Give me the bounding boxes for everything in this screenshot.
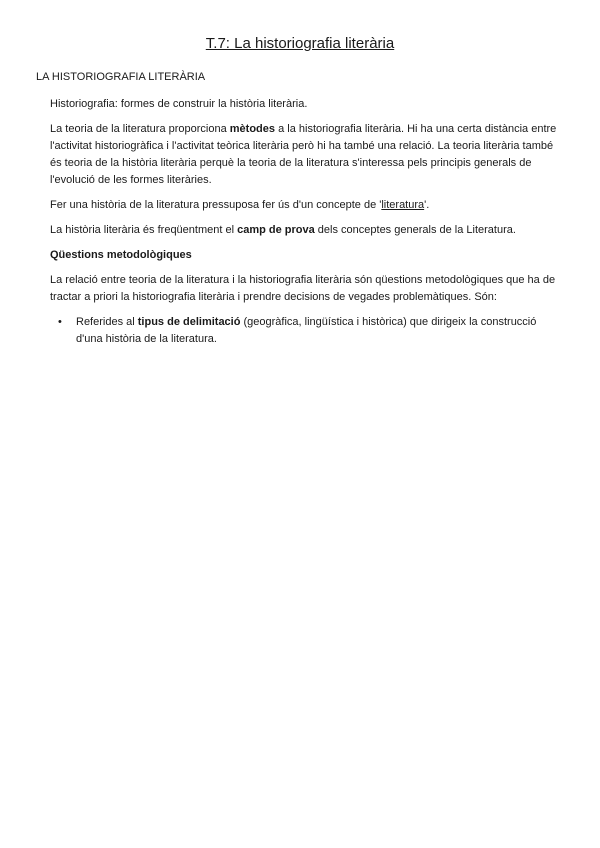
paragraph-relacio: La relació entre teoria de la literatura i la historiografia literària són qüestions metodològiques que ha de tractar a priori la historiografia literària i prendre decisions de vegades problemàtiques. Són: bbox=[50, 274, 556, 303]
bullet-text-1: Referides al bbox=[76, 316, 138, 328]
section-heading: LA HISTORIOGRAFIA LITERÀRIA bbox=[36, 71, 206, 83]
bullet-list bbox=[50, 314, 564, 348]
bullet-dot-icon: • bbox=[58, 316, 62, 328]
subheading-questions: Qüestions metodològiques bbox=[50, 249, 192, 261]
paragraph-concepte-text-1: Fer una història de la literatura pressuposa fer ús d'un concepte de ' bbox=[50, 199, 382, 211]
paragraph-historiografia: Historiografia: formes de construir la història literària. bbox=[50, 98, 308, 110]
document-title: T.7: La historiografia literària bbox=[205, 35, 395, 52]
paragraph-camp-text-2: dels conceptes generals de la Literatura. bbox=[314, 224, 516, 236]
bullet-bold: tipus de delimitació bbox=[137, 316, 241, 328]
paragraph-concepte-underlined: literatura bbox=[381, 199, 425, 211]
paragraph-concepte-text-2: '. bbox=[424, 199, 430, 211]
paragraph-teoria-text-2: a la historiografia literària. Hi ha una certa distància entre l'activitat historiogràfica i l'activitat teòrica literària però hi ha també una relació. La teoria literària també és teoria de la història literària perquè la teoria de la literatura s'interessa pels principis generals de l'evolució de les formes literàries. bbox=[50, 123, 557, 186]
list-item bbox=[50, 314, 564, 348]
paragraph-camp-bold: camp de prova bbox=[237, 224, 315, 236]
paragraph-concepte bbox=[50, 197, 564, 214]
paragraph-camp-de-prova bbox=[50, 222, 564, 239]
bullet-text-2: (geogràfica, lingüística i històrica) que dirigeix la construcció d'una història de la literatura. bbox=[76, 316, 537, 345]
paragraph-camp-text-1: La història literària és freqüentment el bbox=[50, 224, 238, 236]
paragraph-teoria-bold: mètodes bbox=[229, 123, 276, 135]
paragraph-teoria-text-1: La teoria de la literatura proporciona bbox=[50, 123, 230, 135]
paragraph-teoria bbox=[50, 121, 564, 189]
